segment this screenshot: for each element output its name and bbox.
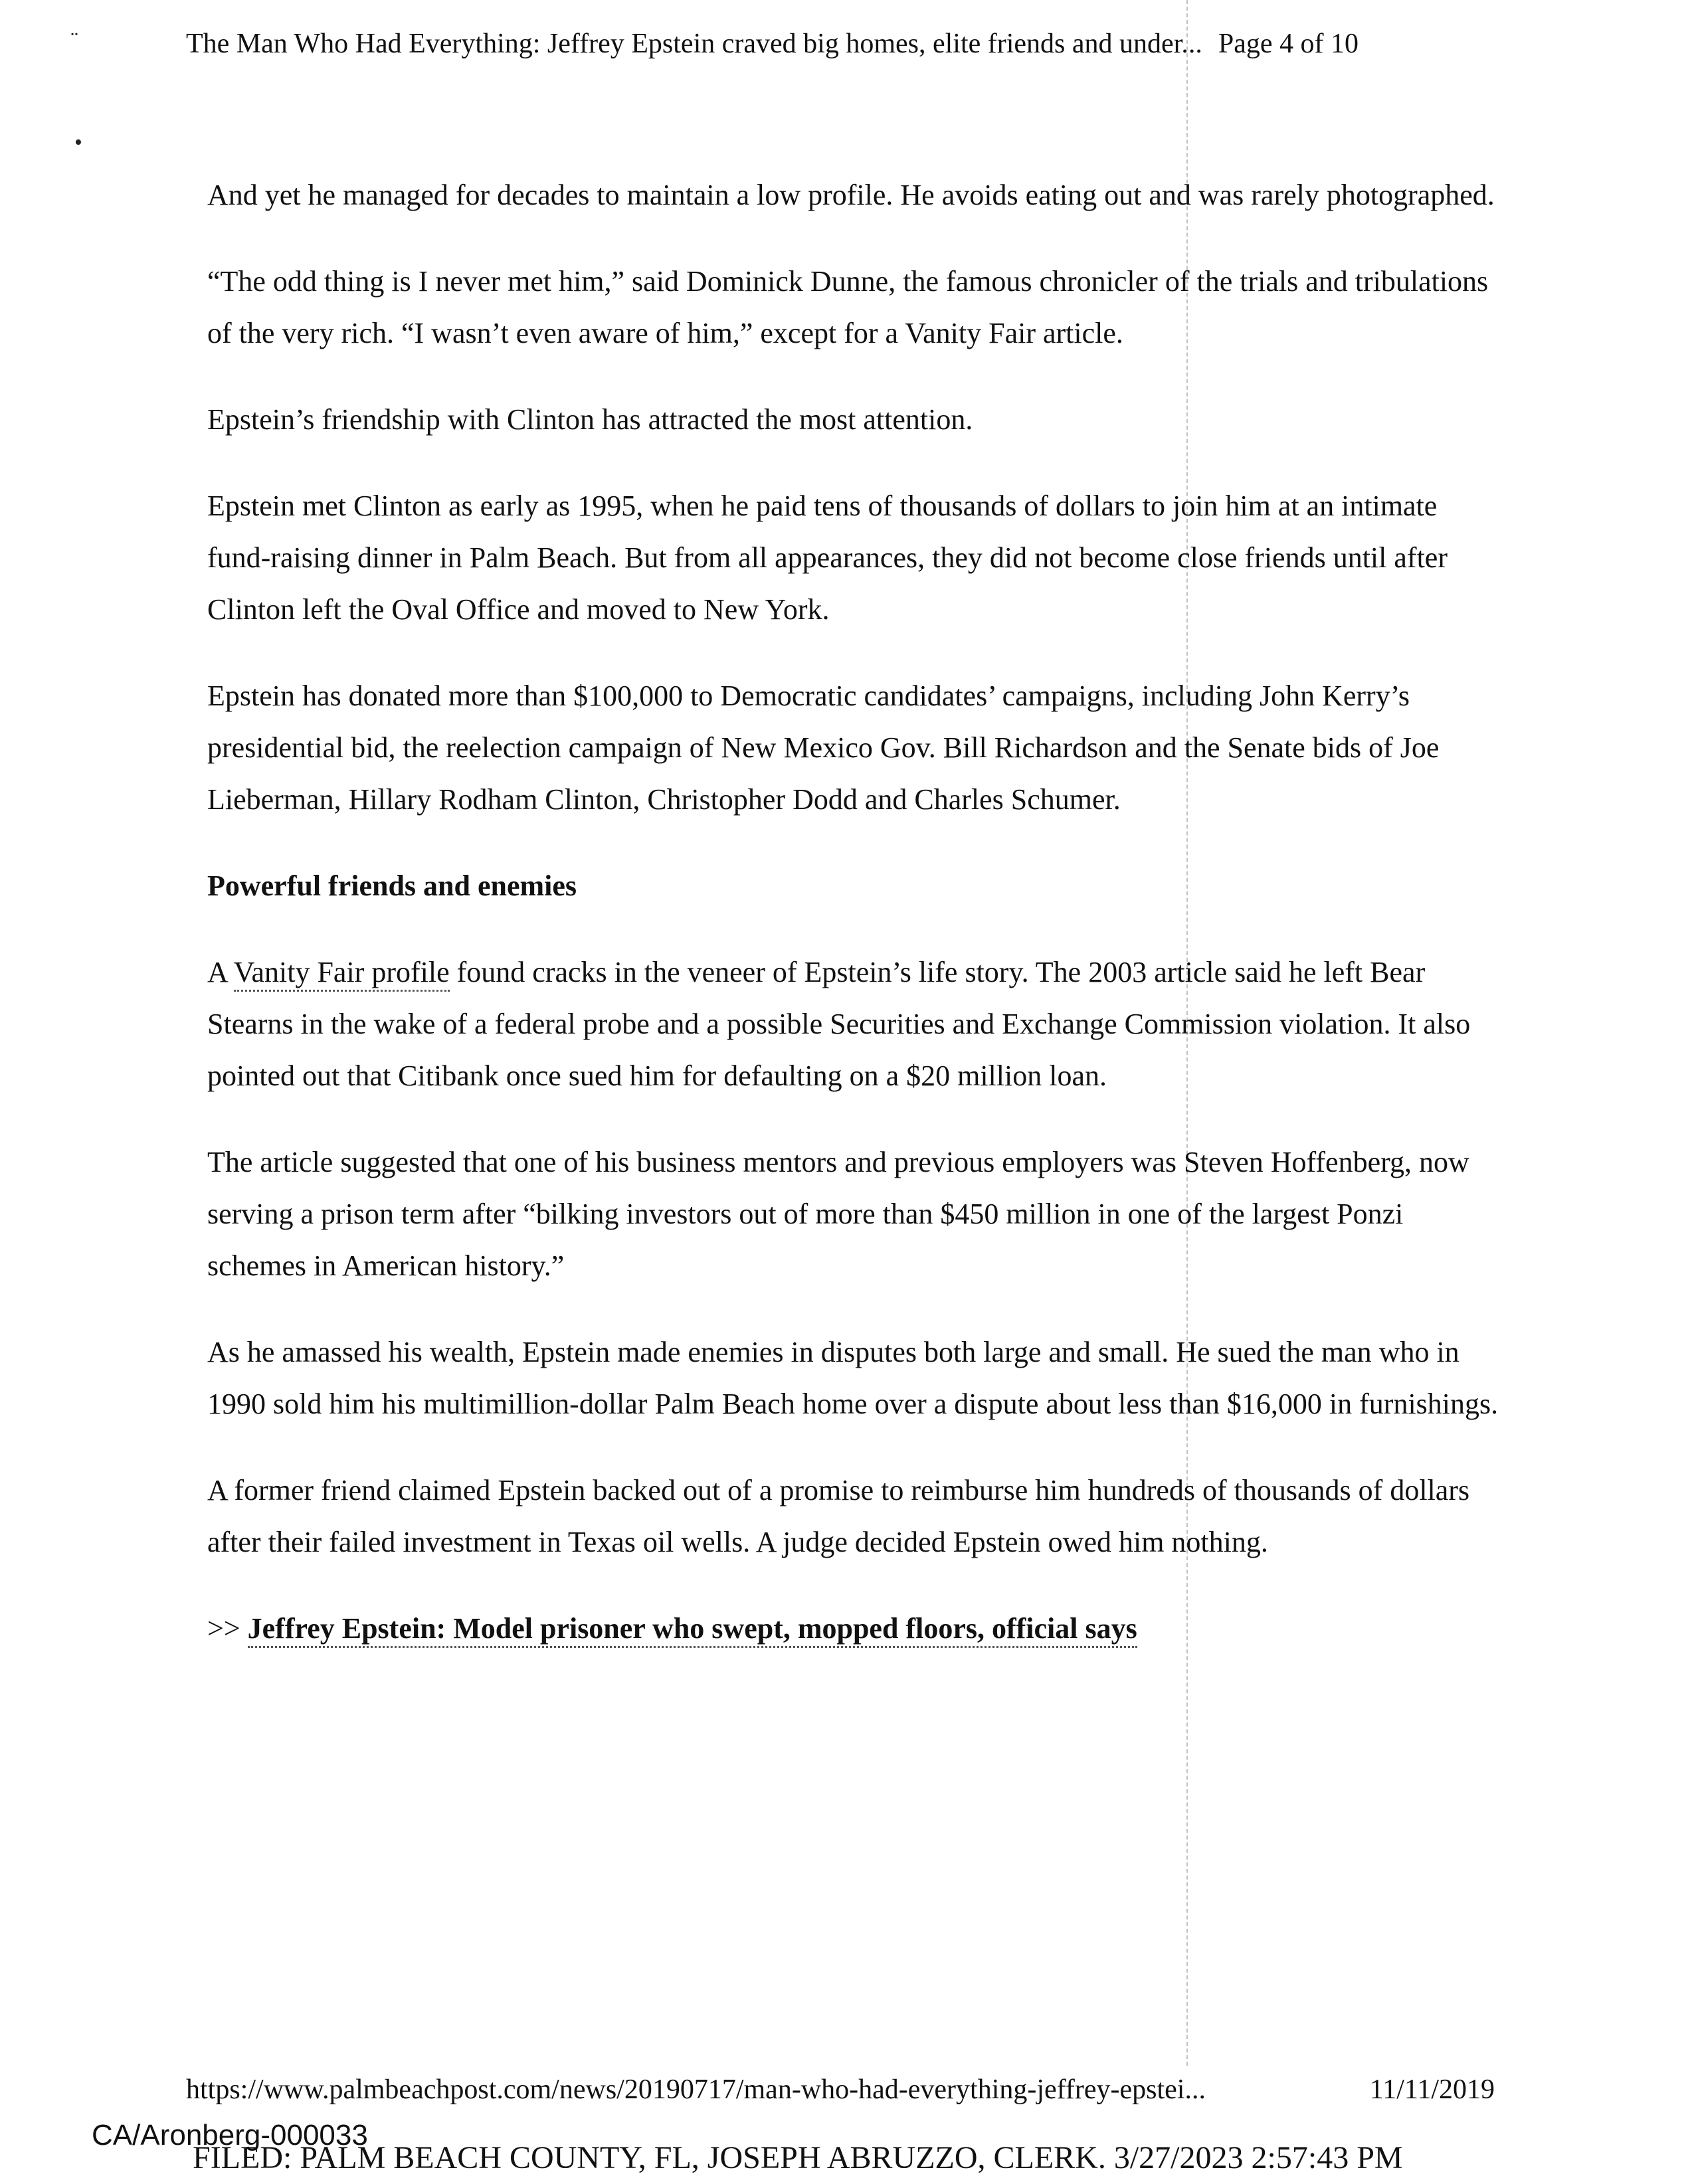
paragraph: Epstein met Clinton as early as 1995, when he paid tens of thousands of dollars to join him at an intimate fund-raising dinner in Palm Beach. But from all appearances, they did not become close friends until after Clinton left the Oval Office and moved to New York. [207, 490, 1448, 626]
related-prefix: >> [207, 1612, 248, 1645]
print-header [186, 25, 1515, 62]
paragraph: And yet he managed for decades to maintain a low profile. He avoids eating out and was rarely photographed. [207, 179, 1495, 211]
header-page-number: Page 4 of 10 [1218, 29, 1359, 59]
header-title: The Man Who Had Everything: Jeffrey Epstein craved big homes, elite friends and under... [186, 29, 1202, 59]
print-footer [186, 2071, 1515, 2108]
paragraph: Epstein has donated more than $100,000 to Democratic candidates’ campaigns, including John Kerry’s presidential bid, the reelection campaign of New Mexico Gov. Bill Richardson and the Senate bids of Joe Lieberman, Hillary Rodham Clinton, Christopher Dodd and Charles Schumer. [207, 680, 1440, 816]
paragraph: Epstein’s friendship with Clinton has attracted the most attention. [207, 403, 973, 436]
paragraph [207, 947, 1503, 1102]
footer-date: 11/11/2019 [1369, 2074, 1495, 2105]
article-body [207, 169, 1503, 1689]
paragraph: “The odd thing is I never met him,” said Dominick Dunne, the famous chronicler of the trials and tribulations of the very rich. “I wasn’t even aware of him,” except for a Vanity Fair article. [207, 265, 1489, 349]
paragraph: A former friend claimed Epstein backed out of a promise to reimburse him hundreds of thousands of dollars after their failed investment in Texas oil wells. A judge decided Epstein owed him nothing. [207, 1474, 1470, 1558]
related-article-link[interactable]: Jeffrey Epstein: Model prisoner who swept, mopped floors, official says [248, 1612, 1137, 1648]
vanity-fair-profile-link[interactable]: Vanity Fair profile [234, 956, 450, 992]
paragraph: As he amassed his wealth, Epstein made enemies in disputes both large and small. He sued the man who in 1990 sold him his multimillion-dollar Palm Beach home over a dispute about less than $16,000 in furnishings. [207, 1336, 1499, 1420]
paragraph: The article suggested that one of his business mentors and previous employers was Steven Hoffenberg, now serving a prison term after “bilking investors out of more than $450 million in one of the largest Ponzi schemes in American history.” [207, 1146, 1469, 1282]
footer-url: https://www.palmbeachpost.com/news/20190717/man-who-had-everything-jeffrey-epstei... [186, 2074, 1206, 2105]
filing-stamp: FILED: PALM BEACH COUNTY, FL, JOSEPH ABRUZZO, CLERK. 3/27/2023 2:57:43 PM [193, 2140, 1403, 2175]
paragraph-text: found cracks in the veneer of Epstein’s life story. The 2003 article said he left Bear Stearns in the wake of a federal probe and a possible Securities and Exchange Commission violation. It also pointed out that Citibank once sued him for defaulting on a $20 million loan. [207, 956, 1471, 1092]
bates-number: CA/Aronberg-000033 [92, 2119, 368, 2151]
paragraph-text: A [207, 956, 234, 988]
scan-speck-mark: • [74, 130, 82, 155]
related-article [207, 1603, 1503, 1655]
section-heading: Powerful friends and enemies [207, 869, 577, 902]
